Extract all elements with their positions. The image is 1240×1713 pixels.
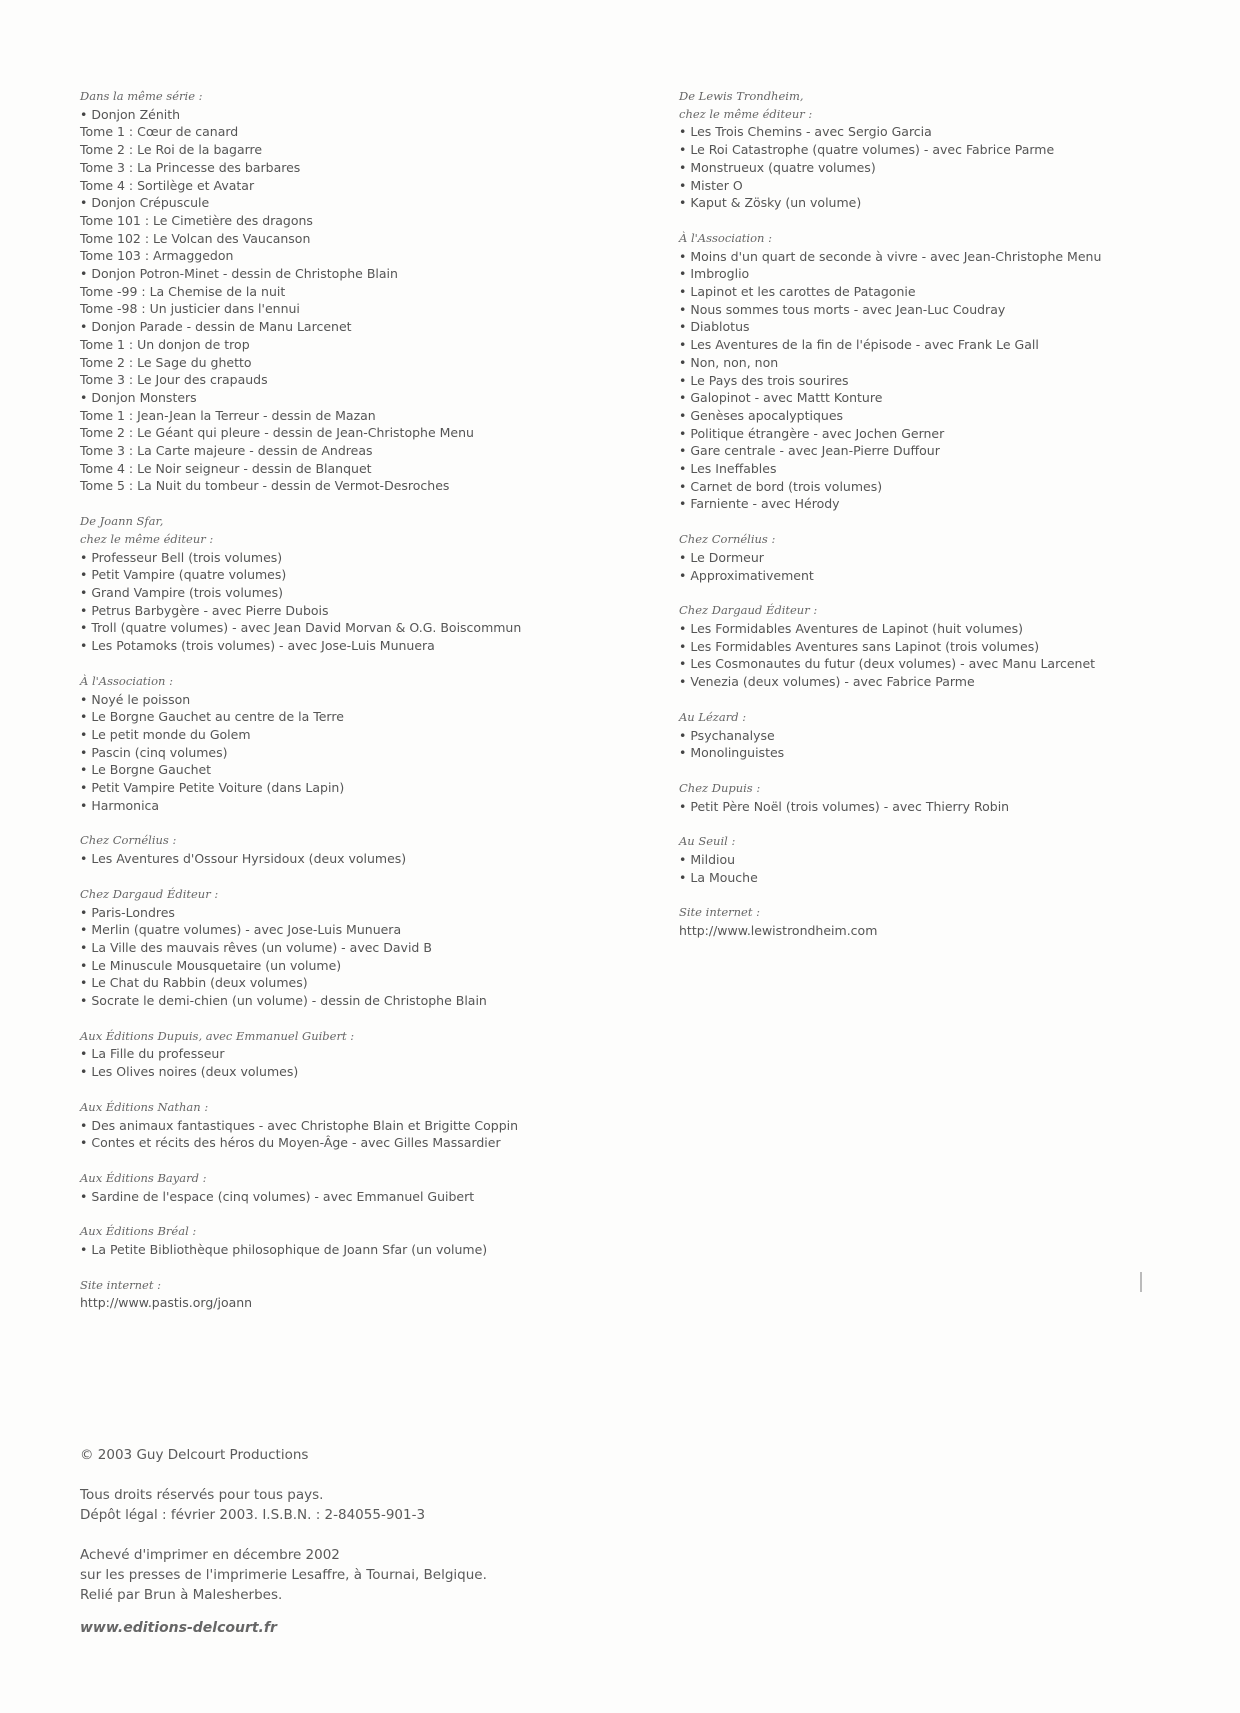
book-title: • Le Pays des trois sourires — [679, 372, 1219, 390]
book-title: • Le Chat du Rabbin (deux volumes) — [80, 974, 620, 992]
book-title: • Petit Père Noël (trois volumes) - avec Thierry Robin — [679, 798, 1219, 816]
book-title: • Lapinot et les carottes de Patagonie — [679, 283, 1219, 301]
publisher-section — [679, 833, 1219, 886]
book-title: • Galopinot - avec Mattt Konture — [679, 389, 1219, 407]
publisher-section — [679, 904, 1219, 939]
section-heading: Chez Dargaud Éditeur : — [679, 603, 818, 618]
book-title: • Des animaux fantastiques - avec Christophe Blain et Brigitte Coppin — [80, 1117, 620, 1135]
book-title: • Professeur Bell (trois volumes) — [80, 549, 620, 567]
book-title: • Imbroglio — [679, 265, 1219, 283]
publisher-section — [80, 1277, 620, 1312]
book-title: • Politique étrangère - avec Jochen Gerner — [679, 425, 1219, 443]
volume-entry: Tome 3 : La Carte majeure - dessin de Andreas — [80, 443, 373, 459]
volume-entry: Tome 4 : Sortilège et Avatar — [80, 177, 255, 193]
volume-entry: Tome -99 : La Chemise de la nuit — [80, 283, 286, 299]
book-title: • Petrus Barbygère - avec Pierre Dubois — [80, 602, 620, 620]
book-title: • Mister O — [679, 177, 1219, 195]
publisher-section — [679, 230, 1219, 513]
colophon — [80, 1445, 680, 1638]
book-title: • Diablotus — [679, 318, 1219, 336]
book-title: • Noyé le poisson — [80, 691, 620, 709]
volume-entry: Tome -98 : Un justicier dans l'ennui — [80, 301, 300, 317]
book-title: • Le Minuscule Mousquetaire (un volume) — [80, 957, 620, 975]
book-title: • Paris-Londres — [80, 904, 620, 922]
book-title: • Les Aventures d'Ossour Hyrsidoux (deux volumes) — [80, 850, 620, 868]
book-title: • Les Aventures de la fin de l'épisode - avec Frank Le Gall — [679, 336, 1219, 354]
publisher-section — [679, 780, 1219, 815]
printing-line-2: sur les presses de l'imprimerie Lesaffre, à Tournai, Belgique. — [80, 1567, 487, 1583]
book-title: • La Mouche — [679, 869, 1219, 887]
book-title: • Les Formidables Aventures sans Lapinot (trois volumes) — [679, 638, 1219, 656]
section-heading: Au Lézard : — [679, 709, 747, 724]
section-heading: Dans la même série : — [80, 89, 203, 103]
book-title: • Le Borgne Gauchet — [80, 761, 620, 779]
book-title: • Merlin (quatre volumes) - avec Jose-Luis Munuera — [80, 921, 620, 939]
book-title: • Contes et récits des héros du Moyen-Âge - avec Gilles Massardier — [80, 1134, 620, 1152]
book-title: • Monolinguistes — [679, 744, 1219, 762]
volume-entry: Tome 5 : La Nuit du tombeur - dessin de Vermot-Desroches — [80, 478, 450, 494]
publisher-section — [80, 88, 620, 495]
section-heading: Site internet : — [80, 1277, 162, 1292]
book-title: • Les Ineffables — [679, 460, 1219, 478]
book-title: • Donjon Parade - dessin de Manu Larcenet — [80, 318, 620, 336]
volume-entry: Tome 2 : Le Géant qui pleure - dessin de Jean-Christophe Menu — [80, 425, 474, 441]
publisher-section — [80, 832, 620, 867]
section-heading: Aux Éditions Bayard : — [80, 1170, 207, 1185]
book-title: • Donjon Potron-Minet - dessin de Christophe Blain — [80, 265, 620, 283]
section-heading: Aux Éditions Nathan : — [80, 1099, 209, 1114]
book-title: • Socrate le demi-chien (un volume) - dessin de Christophe Blain — [80, 992, 620, 1010]
volume-entry: Tome 101 : Le Cimetière des dragons — [80, 212, 313, 228]
book-title: • Gare centrale - avec Jean-Pierre Duffour — [679, 442, 1219, 460]
book-title: • Le Borgne Gauchet au centre de la Terre — [80, 708, 620, 726]
section-heading: Chez Cornélius : — [679, 532, 776, 547]
publisher-section — [80, 673, 620, 815]
section-heading: À l'Association : — [679, 230, 772, 245]
copyright-line: © 2003 Guy Delcourt Productions — [80, 1447, 309, 1463]
publisher-section — [679, 531, 1219, 584]
publisher-section — [80, 1028, 620, 1081]
publisher-section — [80, 1223, 620, 1258]
book-title: • Les Potamoks (trois volumes) - avec Jose-Luis Munuera — [80, 637, 620, 655]
book-title: • Kaput & Zösky (un volume) — [679, 194, 1219, 212]
volume-entry: Tome 3 : La Princesse des barbares — [80, 159, 301, 175]
volume-entry: Tome 3 : Le Jour des crapauds — [80, 372, 268, 388]
book-title: • Psychanalyse — [679, 727, 1219, 745]
volume-entry: Tome 102 : Le Volcan des Vaucanson — [80, 230, 311, 246]
book-title: • Moins d'un quart de seconde à vivre - avec Jean-Christophe Menu — [679, 248, 1219, 266]
scan-mark — [1140, 1272, 1142, 1292]
section-heading: Au Seuil : — [679, 834, 736, 849]
publisher-section — [80, 513, 620, 655]
book-title: • Genèses apocalyptiques — [679, 407, 1219, 425]
book-title: • Mildiou — [679, 851, 1219, 869]
book-title: • Farniente - avec Hérody — [679, 495, 1219, 513]
section-heading: chez le même éditeur : — [679, 106, 813, 121]
book-title: • Donjon Monsters — [80, 389, 620, 407]
volume-entry: Tome 4 : Le Noir seigneur - dessin de Blanquet — [80, 460, 372, 476]
book-title: • Petit Vampire (quatre volumes) — [80, 566, 620, 584]
section-heading: Chez Dargaud Éditeur : — [80, 886, 219, 901]
publisher-section — [80, 1099, 620, 1152]
publisher-section — [679, 709, 1219, 762]
book-title: • La Ville des mauvais rêves (un volume) - avec David B — [80, 939, 620, 957]
book-title: • Venezia (deux volumes) - avec Fabrice Parme — [679, 673, 1219, 691]
publisher-section — [80, 1170, 620, 1205]
book-title: • Monstrueux (quatre volumes) — [679, 159, 1219, 177]
volume-entry: Tome 1 : Un donjon de trop — [80, 336, 250, 352]
volume-entry: Tome 2 : Le Sage du ghetto — [80, 354, 252, 370]
section-heading: Aux Éditions Dupuis, avec Emmanuel Guibert : — [80, 1028, 355, 1043]
book-title: • Sardine de l'espace (cinq volumes) - avec Emmanuel Guibert — [80, 1188, 620, 1206]
publisher-section — [679, 602, 1219, 691]
volume-entry: Tome 1 : Jean-Jean la Terreur - dessin de Mazan — [80, 407, 376, 423]
book-title: • Les Olives noires (deux volumes) — [80, 1063, 620, 1081]
section-heading: Site internet : — [679, 905, 761, 920]
left-column — [80, 88, 620, 1330]
book-title: • Pascin (cinq volumes) — [80, 744, 620, 762]
publisher-website[interactable]: www.editions-delcourt.fr — [80, 1620, 277, 1636]
book-title: • Les Trois Chemins - avec Sergio Garcia — [679, 123, 1219, 141]
section-heading: Chez Dupuis : — [679, 780, 761, 795]
site-url[interactable]: http://www.pastis.org/joann — [80, 1295, 253, 1311]
publisher-section — [679, 88, 1219, 212]
volume-entry: Tome 1 : Cœur de canard — [80, 124, 239, 140]
book-title: • La Fille du professeur — [80, 1045, 620, 1063]
book-title: • Le Roi Catastrophe (quatre volumes) - avec Fabrice Parme — [679, 141, 1219, 159]
rights-line: Tous droits réservés pour tous pays. — [80, 1487, 324, 1503]
volume-entry: Tome 103 : Armaggedon — [80, 248, 234, 264]
book-title: • Donjon Zénith — [80, 106, 620, 124]
book-title: • Non, non, non — [679, 354, 1219, 372]
book-title: • Nous sommes tous morts - avec Jean-Luc Coudray — [679, 301, 1219, 319]
section-heading: De Lewis Trondheim, — [679, 89, 804, 103]
book-title: • Donjon Crépuscule — [80, 194, 620, 212]
book-title: • Les Formidables Aventures de Lapinot (huit volumes) — [679, 620, 1219, 638]
section-heading: De Joann Sfar, — [80, 514, 164, 529]
section-heading: Chez Cornélius : — [80, 833, 177, 848]
printing-line-1: Achevé d'imprimer en décembre 2002 — [80, 1547, 340, 1563]
site-url[interactable]: http://www.lewistrondheim.com — [679, 923, 878, 939]
book-title: • Le Dormeur — [679, 549, 1219, 567]
section-heading: chez le même éditeur : — [80, 531, 214, 546]
book-title: • Troll (quatre volumes) - avec Jean David Morvan & O.G. Boiscommun — [80, 619, 620, 637]
book-title: • Le petit monde du Golem — [80, 726, 620, 744]
book-title: • Grand Vampire (trois volumes) — [80, 584, 620, 602]
right-column — [679, 88, 1219, 958]
book-title: • Les Cosmonautes du futur (deux volumes) - avec Manu Larcenet — [679, 655, 1219, 673]
book-title: • Carnet de bord (trois volumes) — [679, 478, 1219, 496]
book-title: • Harmonica — [80, 797, 620, 815]
section-heading: À l'Association : — [80, 673, 173, 688]
section-heading: Aux Éditions Bréal : — [80, 1224, 197, 1239]
volume-entry: Tome 2 : Le Roi de la bagarre — [80, 142, 263, 158]
publisher-section — [80, 886, 620, 1010]
book-title: • La Petite Bibliothèque philosophique de Joann Sfar (un volume) — [80, 1241, 620, 1259]
book-title: • Approximativement — [679, 567, 1219, 585]
book-title: • Petit Vampire Petite Voiture (dans Lapin) — [80, 779, 620, 797]
legal-deposit-line: Dépôt légal : février 2003. I.S.B.N. : 2-84055-901-3 — [80, 1507, 426, 1523]
binding-line: Relié par Brun à Malesherbes. — [80, 1587, 283, 1603]
